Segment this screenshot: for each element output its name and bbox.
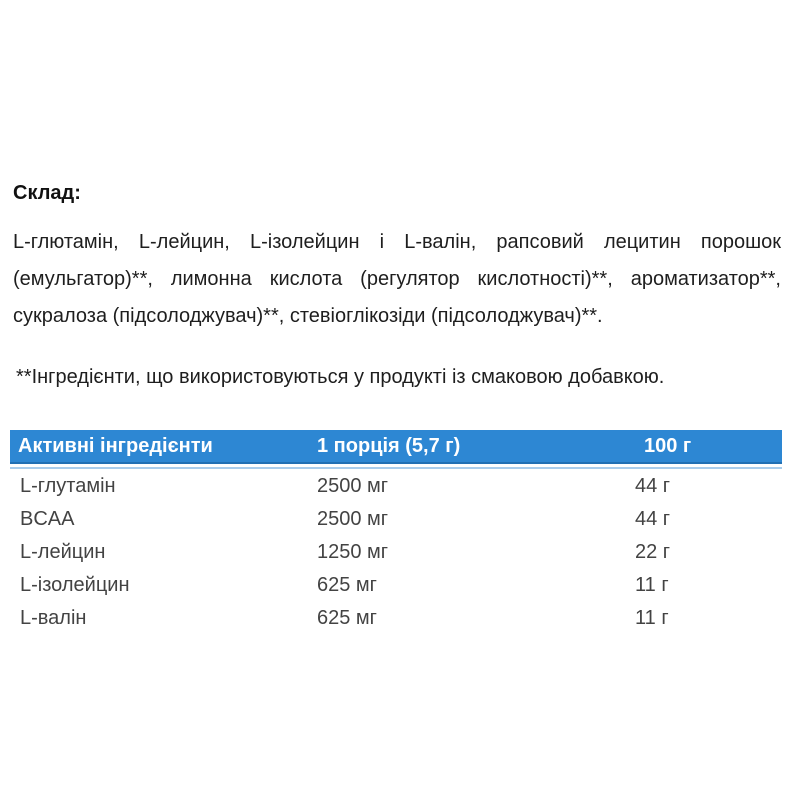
table-row [10,470,782,503]
table-row [10,503,782,536]
table-header-row [10,430,782,464]
composition-footnote: **Інгредієнти, що використовуються у продукті із смаковою добавкою. [16,366,665,388]
column-header-per-100g: 100 г [644,434,692,457]
table-row [10,536,782,569]
per-100g-value: 11 г [635,607,669,629]
table-body [10,470,782,635]
table-row [10,569,782,602]
per-100g-value: 11 г [635,574,669,596]
per-serving-value: 1250 мг [317,541,389,563]
per-100g-value: 44 г [635,475,671,497]
column-header-per-serving: 1 порція (5,7 г) [317,434,461,457]
column-header-ingredient: Активні інгредієнти [18,434,213,457]
per-serving-value: 2500 мг [317,508,389,530]
ingredient-name: L-ізолейцин [20,574,130,596]
ingredient-name: L-глутамін [20,475,116,497]
active-ingredients-table [10,430,782,635]
composition-line: (емульгатор)**, лимонна кислота (регулятор кислотності)**, ароматизатор**, [13,268,781,290]
ingredient-name: L-валін [20,607,87,629]
composition-text [13,224,781,335]
composition-heading: Склад: [13,182,81,204]
composition-line: сукралоза (підсолоджувач)**, стевіоглікозіди (підсолоджувач)**. [13,305,603,327]
table-header-separator [10,467,782,469]
per-serving-value: 625 мг [317,574,377,596]
table-row [10,602,782,635]
ingredient-name: L-лейцин [20,541,106,563]
per-serving-value: 625 мг [317,607,377,629]
per-100g-value: 44 г [635,508,671,530]
per-100g-value: 22 г [635,541,671,563]
ingredient-name: BCAA [20,508,75,530]
composition-line: L-глютамін, L-лейцин, L-ізолейцин і L-валін, рапсовий лецитин порошок [13,231,781,253]
per-serving-value: 2500 мг [317,475,389,497]
